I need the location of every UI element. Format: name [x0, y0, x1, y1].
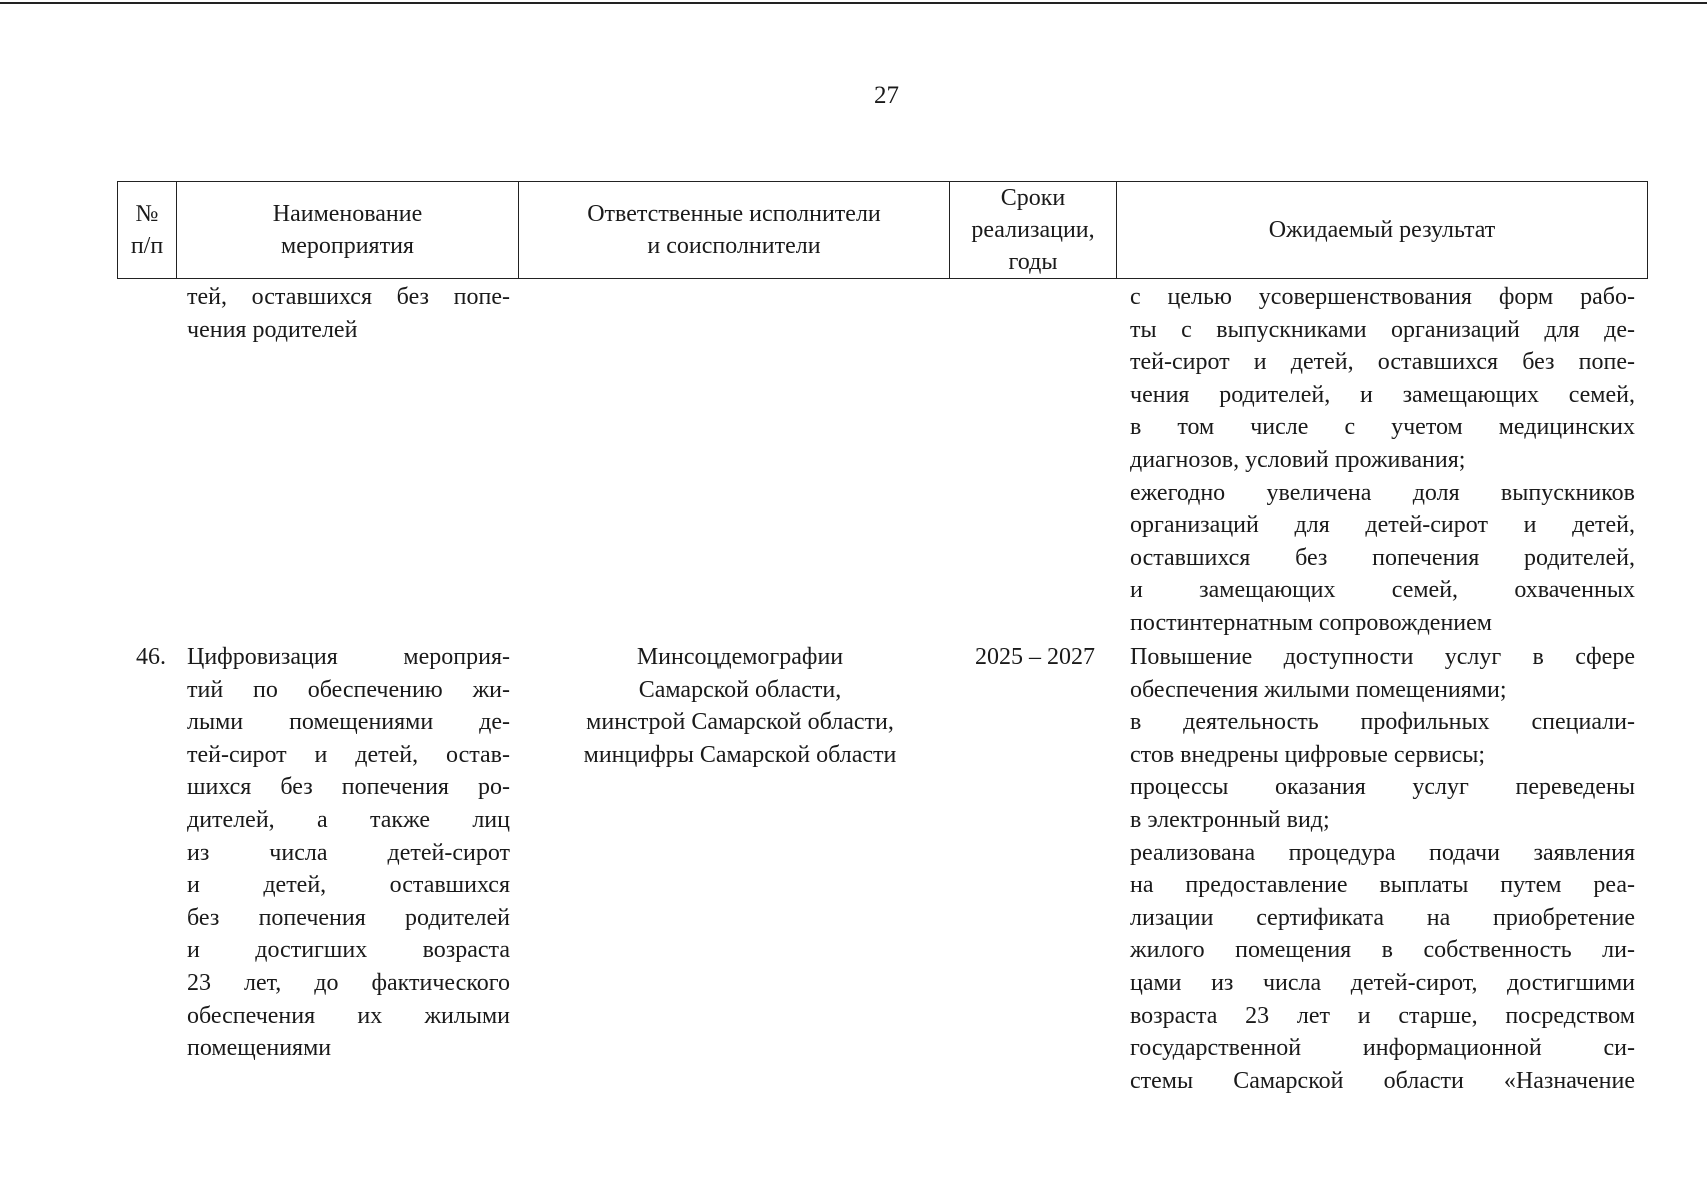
header-result: Ожидаемый результат [1117, 182, 1648, 279]
row-46-executors: Минсоцдемографии Самарской области, минстрой Самарской области, минцифры Самарской области [583, 644, 897, 768]
row-46-number: 46. [136, 644, 166, 670]
header-terms: Сроки реализации, годы [950, 182, 1117, 279]
row-46-result: Повышение доступности услуг в сфере обеспечения жилыми помещениями; в деятельность профильных специали- стов внедрены цифровые сервисы; процессы оказания услуг переведены в электронный вид; реализована процедура подачи заявления на предоставление выплаты путем реа- лизации сертификата на приобретение жилого помещения в собственность ли- цами из числа детей-сирот, достигшими возраста 23 лет и старше, посредством государственной информационной си- стемы Самарской области «Назначение [1130, 644, 1635, 1094]
continued-row-name: тей, оставшихся без попе- чения родителей [187, 284, 510, 343]
header-executors: Ответственные исполнители и соисполнители [519, 182, 950, 279]
header-name: Наименование мероприятия [177, 182, 519, 279]
row-46-name: Цифровизация мероприя- тий по обеспечению жи- лыми помещениями де- тей-сирот и детей, остав- шихся без попечения ро- дителей, а также лиц из числа детей-сирот и детей, оставшихся без попечения родителей и достигших возраста 23 лет, до фактического обеспечения их жилыми помещениями [187, 644, 510, 1062]
page-number: 27 [874, 82, 899, 109]
header-num: № п/п [118, 182, 177, 279]
top-rule [0, 2, 1707, 4]
continued-row-result: с целью усовершенствования форм рабо- ты с выпускниками организаций для де- тей-сирот и детей, оставшихся без попе- чения родителей, и замещающих семей, в том числе с учетом медицинских диагнозов, условий проживания; ежегодно увеличена доля выпускников организаций для детей-сирот и детей, оставшихся без попечения родителей, и замещающих семей, охваченных постинтернатным сопровождением [1130, 284, 1635, 636]
row-46-terms: 2025 – 2027 [975, 644, 1095, 670]
table-header [117, 181, 1648, 279]
